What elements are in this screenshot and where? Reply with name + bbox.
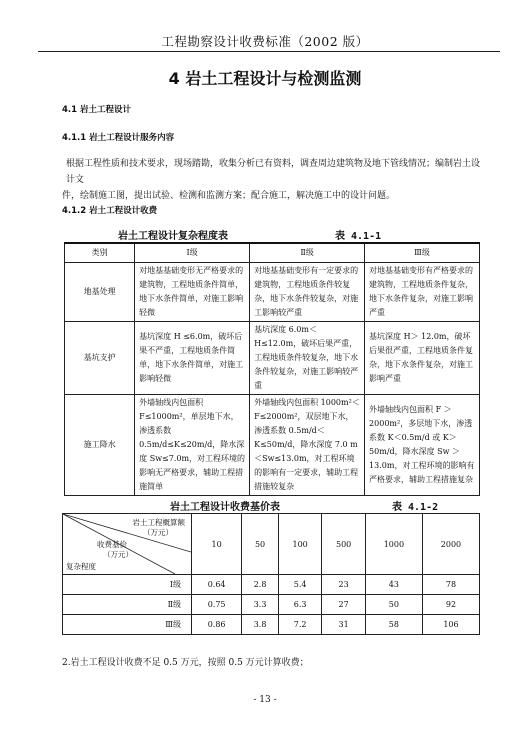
table-cell: 对地基基础变形有严格要求的建筑物，工程地质条件复杂，地下水条件复杂，对施工影响严重 <box>365 263 480 322</box>
table1-number: 表 4.1-1 <box>335 231 382 242</box>
table-cell: 0.75 <box>192 595 242 615</box>
section-heading-4-1: 4.1 岩土工程设计 <box>62 105 132 115</box>
table-header-cell: Ⅲ级 <box>365 243 480 263</box>
category-cell: 基坑支护 <box>65 322 135 395</box>
table-cell: 基坑深度 H＞ 12.0m，破坏后果很严重，工程地质条件复杂，地下水条件复杂，对施工影响严重 <box>365 322 480 395</box>
row-label-cell: Ⅲ级 <box>63 615 192 635</box>
table-cell: 23 <box>322 575 365 595</box>
table-row <box>63 615 480 635</box>
header-rule <box>38 51 500 52</box>
column-header-cell: 10 <box>192 514 242 575</box>
row-label-cell: Ⅱ级 <box>63 595 192 615</box>
table-cell: 0.86 <box>192 615 242 635</box>
table-row <box>65 263 480 322</box>
table-row <box>63 575 480 595</box>
table-cell: 27 <box>322 595 365 615</box>
table-cell: 106 <box>422 615 479 635</box>
table-cell: 7.2 <box>278 615 321 635</box>
row-label-cell: Ⅰ级 <box>63 575 192 595</box>
chapter-title: 4 岩土工程设计与检测监测 <box>168 69 362 88</box>
corner-header-cell <box>63 514 192 575</box>
table-cell: 0.64 <box>192 575 242 595</box>
table-cell: 31 <box>322 615 365 635</box>
column-header-cell: 500 <box>322 514 365 575</box>
page-header: 工程勘察设计收费标准（2002 版） <box>161 34 369 49</box>
corner-label-middle-unit: （万元） <box>103 550 133 559</box>
table-cell: 78 <box>422 575 479 595</box>
table1-caption: 岩土工程设计复杂程度表 <box>118 231 228 242</box>
section-heading-4-1-1: 4.1.1 岩土工程设计服务内容 <box>62 133 175 143</box>
column-header-cell: 50 <box>242 514 279 575</box>
table-header-row <box>65 243 480 263</box>
corner-label-top-unit: （万元） <box>143 528 173 537</box>
table2-caption: 岩土工程设计收费基价表 <box>170 502 280 513</box>
table-cell: 对地基基础变形有一定要求的建筑物，工程地质条件较复杂，地下水条件较复杂，对施工影响较严重 <box>250 263 365 322</box>
table-cell: 58 <box>365 615 422 635</box>
table-header-cell: 类别 <box>65 243 135 263</box>
column-header-cell: 2000 <box>422 514 479 575</box>
table-cell: 基坑深度 6.0m＜H≤12.0m，破坏后果严重，工程地质条件较复杂，地下水条件较复杂，对施工影响较严重 <box>250 322 365 395</box>
corner-label-middle: 收费基价 <box>97 540 127 549</box>
table-cell: 对地基基础变形无严格要求的建筑物，工程地质条件简单，地下水条件简单，对施工影响轻微 <box>135 263 250 322</box>
column-header-cell: 1000 <box>365 514 422 575</box>
table-cell: 5.4 <box>278 575 321 595</box>
table-header-cell: Ⅱ级 <box>250 243 365 263</box>
section-heading-4-1-2: 4.1.2 岩土工程设计收费 <box>62 206 158 216</box>
category-cell: 施工降水 <box>65 395 135 496</box>
table-row <box>63 595 480 615</box>
page-number: - 13 - <box>253 695 277 705</box>
table2-number: 表 4.1-2 <box>392 502 439 513</box>
corner-label-bottom: 复杂程度 <box>66 562 96 571</box>
table-cell: 3.8 <box>242 615 279 635</box>
table-cell: 92 <box>422 595 479 615</box>
table-cell: 50 <box>365 595 422 615</box>
corner-label-top: 岩土工程概算额 <box>132 518 185 527</box>
table-cell: 外墙轴线内包面积 1000m²＜F≤2000m²，双层地下水，渗透系数 0.5m/d＜K≤50m/d，降水深度 7.0 m＜Sw≤13.0m，对工程环境的影响有一定要求，辅助工程措施较复杂 <box>250 395 365 496</box>
category-cell: 地基处理 <box>65 263 135 322</box>
table-cell: 6.3 <box>278 595 321 615</box>
table-cell: 外墙轴线内包面积 F≤1000m²，单层地下水，渗透系数 0.5m/d≤K≤20m/d，降水深度 Sw≤7.0m，对工程环境的影响无严格要求，辅助工程措施简单 <box>135 395 250 496</box>
table-cell: 2.8 <box>242 575 279 595</box>
footnote-text: 2.岩土工程设计收费不足 0.5 万元，按照 0.5 万元计算收费； <box>62 658 309 668</box>
table-cell: 3.3 <box>242 595 279 615</box>
table-header-cell: Ⅰ级 <box>135 243 250 263</box>
paragraph-line-2: 件，绘制施工图，提出试验、检测和监测方案；配合施工，解决施工中的设计问题。 <box>62 191 396 201</box>
complexity-table <box>64 242 480 496</box>
table-row <box>65 322 480 395</box>
table-row <box>65 395 480 496</box>
table-cell: 外墙轴线内包面积 F ＞2000m²，多层地下水，渗透系数 K＜0.5m/d 或 K＞ 50m/d，降水深度 Sw ＞ 13.0m，对工程环境的影响有严格要求，辅助工程措施复杂 <box>365 395 480 496</box>
table-header-row <box>63 514 480 575</box>
body-paragraph <box>62 156 482 204</box>
table-cell: 43 <box>365 575 422 595</box>
table-cell: 基坑深度 H ≤6.0m，破坏后果不严重，工程地质条件简单，地下水条件简单，对施工影响轻微 <box>135 322 250 395</box>
column-header-cell: 100 <box>278 514 321 575</box>
paragraph-line-1: 根据工程性质和技术要求，现场踏勘，收集分析已有资料，调查周边建筑物及地下管线情况；编制岩土设计文 <box>66 159 481 185</box>
fee-base-table <box>62 513 480 635</box>
